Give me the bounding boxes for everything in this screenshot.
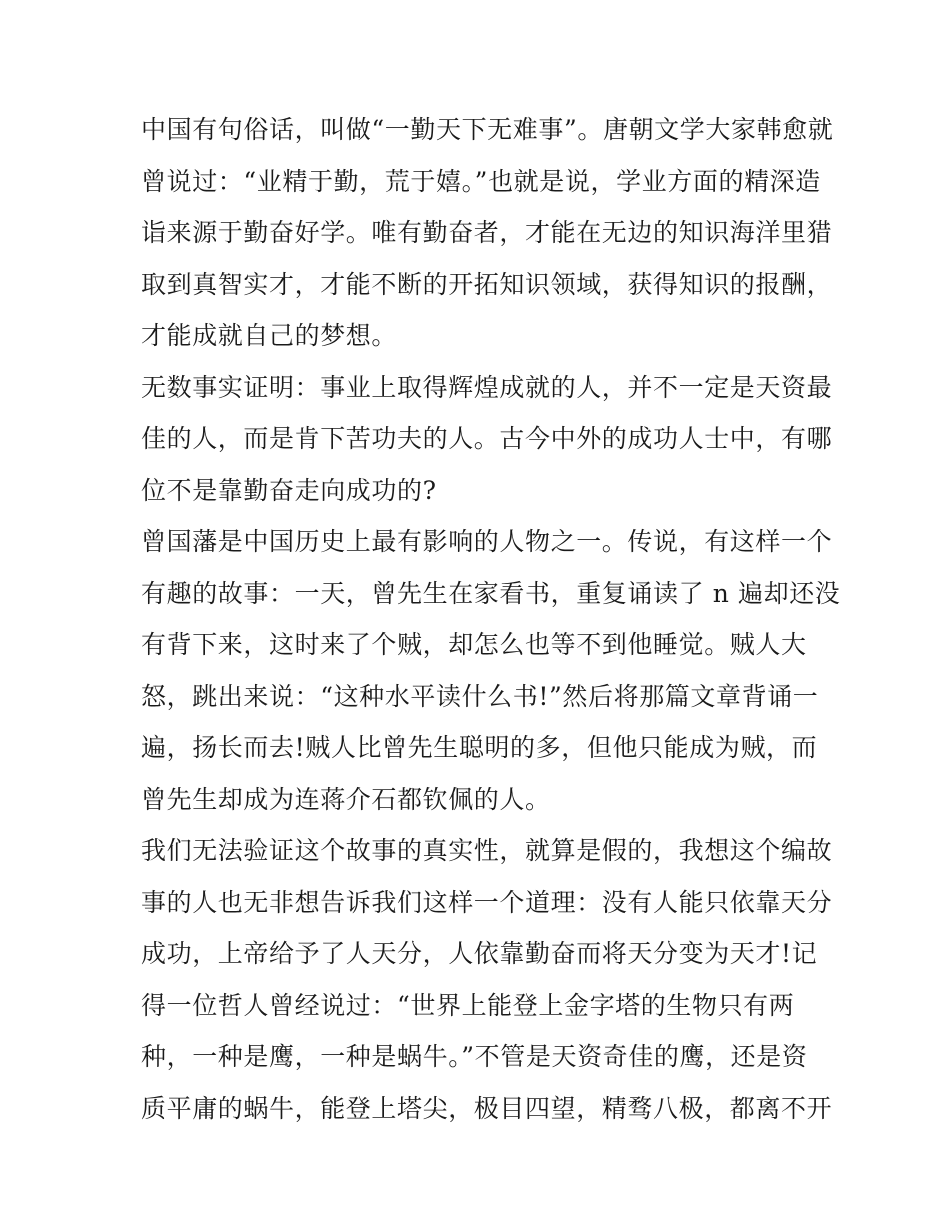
text-line: 位不是靠勤奋走向成功的? bbox=[141, 475, 437, 505]
text-line: 质平庸的蜗牛，能登上塔尖，极目四望，精骛八极，都离不开 bbox=[141, 1093, 833, 1123]
text-line: 有背下来，这时来了个贼，却怎么也等不到他睡觉。贼人大 bbox=[141, 630, 807, 659]
text-line: 种，一种是鹰，一种是蜗牛。”不管是天资奇佳的鹰，还是资 bbox=[141, 1042, 808, 1071]
text-line: 我们无法验证这个故事的真实性，就算是假的，我想这个编故 bbox=[141, 836, 833, 865]
text-line: 无数事实证明：事业上取得辉煌成就的人，并不一定是天资最 bbox=[141, 372, 833, 402]
text-line: 成功，上帝给予了人天分，人依靠勤奋而将天分变为天才!记 bbox=[141, 939, 818, 968]
text-line: 曾国藩是中国历史上最有影响的人物之一。传说，有这样一个 bbox=[141, 527, 833, 556]
text-line: 才能成就自己的梦想。 bbox=[141, 321, 398, 350]
document-body bbox=[141, 104, 841, 1134]
text-line: 诣来源于勤奋好学。唯有勤奋者，才能在无边的知识海洋里猎 bbox=[141, 218, 833, 247]
text-line: 得一位哲人曾经说过：“世界上能登上金字塔的生物只有两 bbox=[141, 990, 795, 1020]
text-line: 怒，跳出来说：“这种水平读什么书!”然后将那篇文章背诵一 bbox=[141, 681, 819, 711]
text-line: 有趣的故事：一天，曾先生在家看书，重复诵读了 n 遍却还没 bbox=[141, 578, 841, 608]
text-line: 事的人也无非想告诉我们这样一个道理：没有人能只依靠天分 bbox=[141, 887, 833, 917]
text-line: 取到真智实才，才能不断的开拓知识领域，获得知识的报酬， bbox=[141, 269, 833, 299]
text-line: 遍，扬长而去!贼人比曾先生聪明的多，但他只能成为贼，而 bbox=[141, 733, 818, 762]
text-line: 佳的人，而是肯下苦功夫的人。古今中外的成功人士中，有哪 bbox=[141, 424, 833, 453]
text-line: 曾说过：“业精于勤，荒于嬉。”也就是说，学业方面的精深造 bbox=[141, 166, 821, 196]
text-line: 曾先生却成为连蒋介石都钦佩的人。 bbox=[141, 784, 551, 814]
text-line: 中国有句俗话，叫做“一勤天下无难事”。唐朝文学大家韩愈就 bbox=[141, 115, 834, 144]
